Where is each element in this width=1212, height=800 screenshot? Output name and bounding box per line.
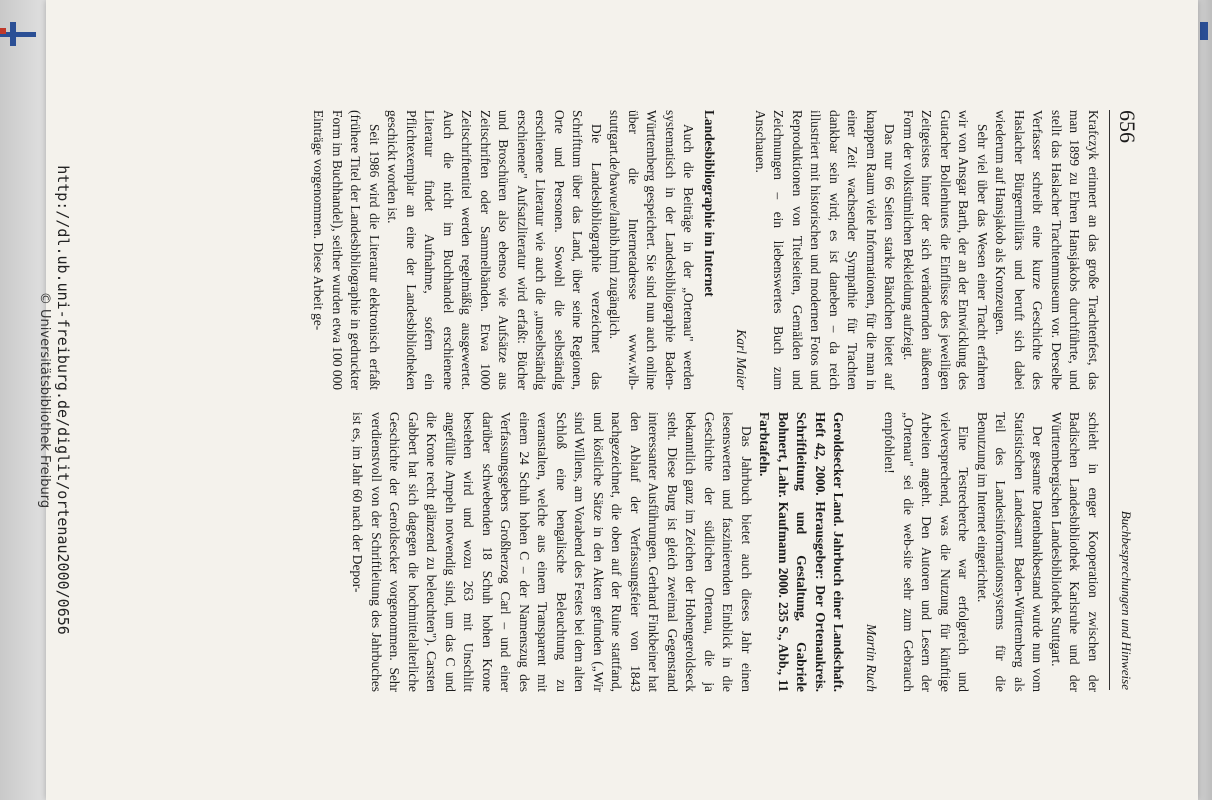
author-signature: Karl Maier bbox=[734, 329, 750, 390]
rotated-page-content bbox=[37, 0, 1152, 800]
page-number: 656 bbox=[1115, 110, 1140, 143]
library-logo-icon bbox=[0, 22, 40, 46]
right-column bbox=[348, 412, 1102, 692]
paragraph: Der gesamte Datenbankbestand wurde nun vom Statistischen Landesamt Baden-Württemberg als Teil des Landesinformationssystems für die Benutzung im Internet eingerichtet. bbox=[975, 412, 1046, 692]
left-column bbox=[309, 110, 1102, 390]
book-title-entry: Geroldsecker Land. Jahrbuch einer Landschaft. Heft 42, 2000. Herausgeber: Der Ortenaukreis. Schriftleitung und Gestaltung, Gabriele Bohnert, Lahr. Kaufmann 2000. 235 S., Abb., 11 Farbtafeln. bbox=[757, 412, 847, 692]
source-url: http://dl.ub.uni-freiburg.de/diglit/ortenau2000/0656 bbox=[54, 165, 72, 635]
viewer-right-margin bbox=[1198, 0, 1212, 800]
page-header bbox=[1109, 110, 1144, 690]
running-head: Buchbesprechungen und Hinweise bbox=[1119, 510, 1134, 690]
scanned-page bbox=[37, 0, 1198, 800]
copyright-notice: © Universitätsbibliothek Freiburg bbox=[37, 291, 52, 509]
paragraph: Auch die Beiträge in der „Ortenau" werden systematisch in der Landesbibliographie Baden-Württemberg gespeichert. Sie sind nun auch online über die Internetadresse www.wlb-stuttgart.de/bawue/lanbib.html zugänglich. bbox=[607, 110, 697, 390]
paragraph: Das Jahrbuch bietet auch dieses Jahr einen lesenswerten und faszinierenden Einblick in die Geschichte der südlichen Ortenau, die ja bekanntlich ganz im Zeichen der Hohengeroldseck steht. Diese Burg ist gleich zweimal Gegenstand interessanter Ausführungen. Gerhard Finkbeiner hat den Ablauf der Verfassungsfeier von 1843 nachgezeichnet, die oben auf der Ruine stattfand, und köstliche Sätze in den Akten gefunden („Wir sind Willens, am Vorabend des Festes bei dem alten Schloß eine bengalische Beleuchtung zu veranstalten, welche aus einem Transparent mit einem 24 Schuh hohen C – der Namenszug des Verfassungsgebers Großherzog Carl – und einer darüber schwebenden 18 Schuh hohen Krone bestehen wird und wozu 263 mit Unschlitt angefüllte Ampeln notwendig sind, um das C und die Krone recht glänzend zu beleuchten"). Carsten Gabbert hat sich dagegen die hochmittelalterliche Geschichte der Geroldsecker vorgenommen. Sehr verdienstvoll von der Schriftleitung des Jahrbuches ist es, im Jahr 60 nach der Depor- bbox=[350, 412, 754, 692]
paragraph: Die Landesbibliographie verzeichnet das Schrifttum über das Land, über seine Regionen, Orte und Personen. Sowohl die selbständig erschienene Literatur wie auch die „unselbständig erschienene" Aufsatzliteratur wird erfaßt: Bücher und Broschüren also ebenso wie Aufsätze aus Zeitschriften oder Sammelbänden. Etwa 1000 Zeitschriftentitel werden regelmäßig ausgewertet. Auch die nicht im Buchhandel erschienene Literatur findet Aufnahme, sofern ein Pflichtexemplar an eine der Landesbibliotheken geschickt worden ist. bbox=[385, 110, 604, 390]
section-heading: Landesbibliographie im Internet bbox=[702, 110, 717, 297]
paragraph: Seit 1986 wird die Literatur elektronisch erfaßt (frühere Titel der Landesbibliographie in gedruckter Form im Buchhandel), seither wurden etwa 100 000 Einträge vorgenommen. Diese Arbeit ge- bbox=[311, 110, 382, 390]
next-page-marker-icon bbox=[1200, 22, 1208, 40]
paragraph: schieht in enger Kooperation zwischen der Badischen Landesbibliothek Karlsruhe und der Württembergischen Landesbibliothek Stuttgart. bbox=[1049, 412, 1101, 692]
paragraph: Krafczyk erinnert an das große Trachtenfest, das man 1899 zu Ehren Hansjakobs durchführte, und stellt das Haslacher Trachtenmuseum vor. Derselbe Verfasser schreibt eine kurze Geschichte des Haslacher Bürgermilitärs und beruft sich dabei wiederum auf Hansjakob als Kronzeugen. bbox=[993, 110, 1101, 390]
paragraph: Eine Testrecherche war erfolgreich und vielversprechend, was die Nutzung für künftige Arbeiten angeht. Den Autoren und Lesern der „Ortenau" sei die web-site sehr zum Gebrauch empfohlen! bbox=[882, 412, 972, 692]
paragraph: Sehr viel über das Wesen einer Tracht erfahren wir von Ansgar Barth, der an der Entwicklung des Gutacher Bollenhutes die Einflüsse des jeweiligen Zeitgeistes hinter der sich verändernden äußeren Form der volkstümlichen Bekleidung aufzeigt. bbox=[901, 110, 990, 390]
paragraph: Das nur 66 Seiten starke Bändchen bietet auf knappem Raum viele Informationen, für die man in einer Zeit wachsender Sympathie für Trachten dankbar sein wird; es ist daneben – da reich illustriert mit historischen und modernen Fotos und Reproduktionen von Titelseiten, Gemälden und Zeichnungen – ein liebenswertes Buch zum Anschauen. bbox=[753, 110, 898, 390]
author-signature: Martin Ruch bbox=[864, 623, 879, 692]
